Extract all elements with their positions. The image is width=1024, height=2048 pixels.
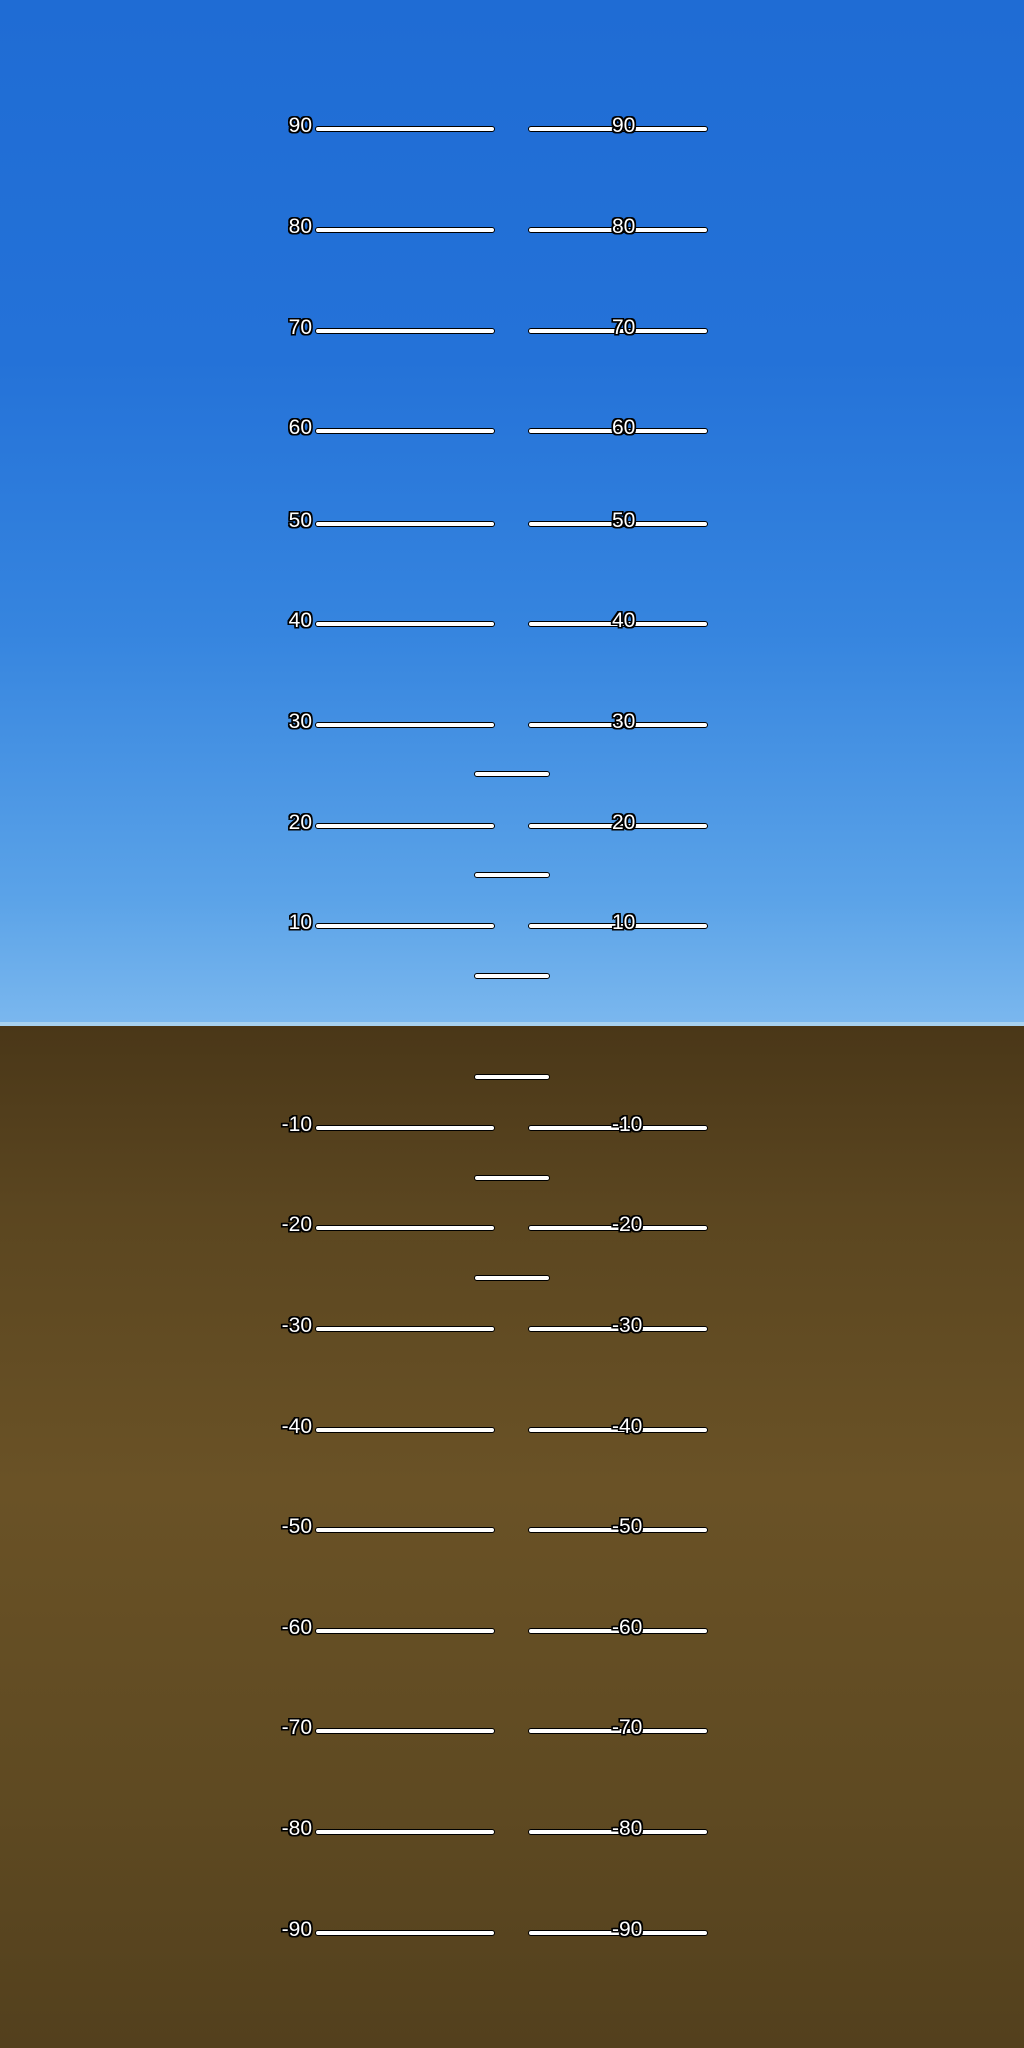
- pitch-rung-bar-left: [315, 621, 495, 627]
- pitch-rung-label-left: -80: [281, 1817, 312, 1840]
- pitch-rung-label-left: 70: [288, 316, 312, 339]
- pitch-rung-bar-left: [315, 1225, 495, 1231]
- pitch-rung-label-left: 80: [288, 215, 312, 238]
- pitch-rung-bar-left: [315, 1728, 495, 1734]
- pitch-rung-bar-left: [315, 1829, 495, 1835]
- pitch-rung-bar-left: [315, 227, 495, 233]
- pitch-rung-label-left: -50: [281, 1515, 312, 1538]
- pitch-rung-label-left: -30: [281, 1314, 312, 1337]
- pitch-rung-bar-left: [315, 521, 495, 527]
- pitch-rung-label-right: 20: [612, 811, 636, 834]
- pitch-rung-label-left: -90: [281, 1918, 312, 1941]
- pitch-rung-label-left: 10: [288, 911, 312, 934]
- pitch-rung-label-left: 20: [288, 811, 312, 834]
- pitch-rung-bar-left: [315, 923, 495, 929]
- pitch-rung-label-right: 40: [612, 609, 636, 632]
- pitch-rung-label-right: 70: [612, 316, 636, 339]
- pitch-rung-label-left: 60: [288, 416, 312, 439]
- pitch-rung-bar-center: [474, 1074, 550, 1080]
- pitch-rung-label-left: 90: [288, 114, 312, 137]
- pitch-rung-label-right: -70: [612, 1716, 643, 1739]
- pitch-rung-bar-left: [315, 1326, 495, 1332]
- pitch-rung-bar-center: [474, 1175, 550, 1181]
- pitch-rung-bar-left: [315, 428, 495, 434]
- pitch-rung-label-right: -10: [612, 1113, 643, 1136]
- pitch-rung-label-right: -20: [612, 1213, 643, 1236]
- pitch-rung-bar-left: [315, 722, 495, 728]
- pitch-rung-label-right: -30: [612, 1314, 643, 1337]
- pitch-rung-label-right: 90: [612, 114, 636, 137]
- pitch-rung-bar-left: [315, 126, 495, 132]
- pitch-rung-label-right: 50: [612, 509, 636, 532]
- pitch-rung-label-left: -70: [281, 1716, 312, 1739]
- pitch-rung-bar-center: [474, 872, 550, 878]
- pitch-rung-bar-left: [315, 823, 495, 829]
- pitch-rung-label-left: 50: [288, 509, 312, 532]
- pitch-rung-label-right: 30: [612, 710, 636, 733]
- pitch-rung-label-right: 10: [612, 911, 636, 934]
- pitch-rung-bar-left: [315, 1125, 495, 1131]
- pitch-rung-bar-center: [474, 771, 550, 777]
- pitch-rung-bar-center: [474, 973, 550, 979]
- pitch-rung-label-right: 60: [612, 416, 636, 439]
- pitch-rung-bar-left: [315, 1930, 495, 1936]
- pitch-rung-label-left: -10: [281, 1113, 312, 1136]
- pitch-rung-bar-left: [315, 1427, 495, 1433]
- pitch-rung-label-right: -50: [612, 1515, 643, 1538]
- pitch-rung-label-left: 30: [288, 710, 312, 733]
- pitch-rung-label-left: -20: [281, 1213, 312, 1236]
- pitch-rung-label-left: -40: [281, 1415, 312, 1438]
- pitch-rung-label-right: -60: [612, 1616, 643, 1639]
- pitch-rung-bar-center: [474, 1275, 550, 1281]
- pitch-rung-bar-left: [315, 1628, 495, 1634]
- pitch-rung-bar-left: [315, 328, 495, 334]
- pitch-rung-label-right: -40: [612, 1415, 643, 1438]
- pitch-rung-label-right: -80: [612, 1817, 643, 1840]
- pitch-rung-label-right: 80: [612, 215, 636, 238]
- pitch-rung-label-right: -90: [612, 1918, 643, 1941]
- pitch-rung-label-left: -60: [281, 1616, 312, 1639]
- pitch-rung-label-left: 40: [288, 609, 312, 632]
- pitch-rung-bar-left: [315, 1527, 495, 1533]
